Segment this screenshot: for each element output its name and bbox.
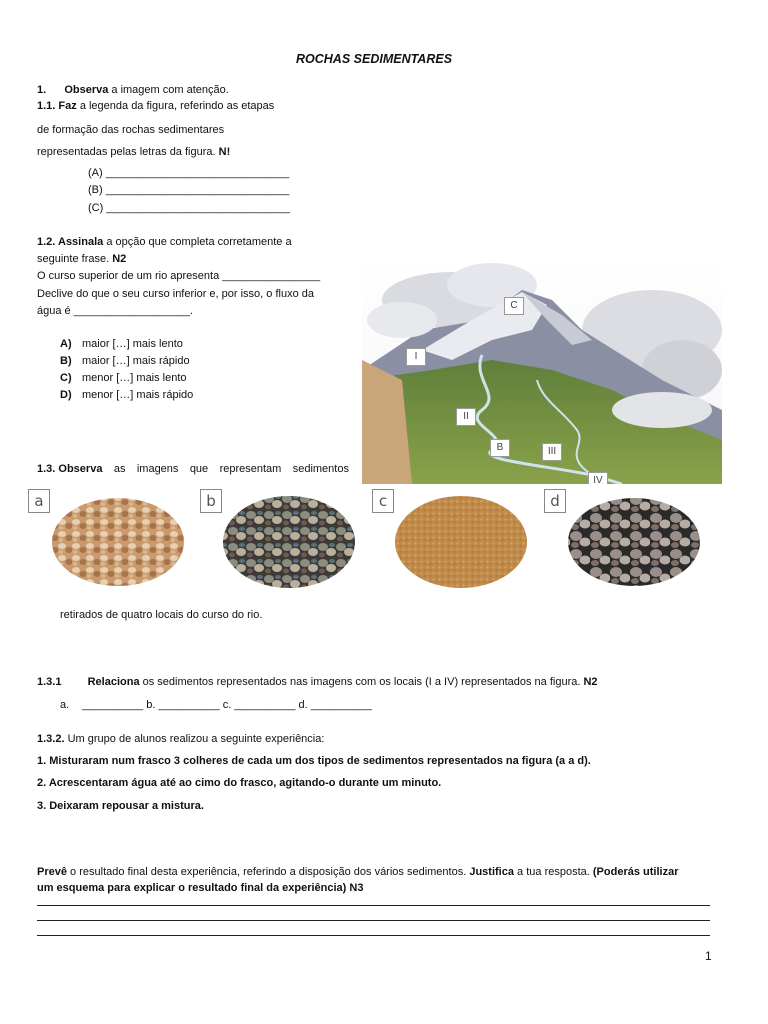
question-1-2-line5: água é ___________________. <box>37 305 193 317</box>
sediment-sample-b <box>223 496 355 588</box>
sediment-sample-a <box>52 498 184 586</box>
answer-relation-blanks[interactable]: __________ b. __________ c. __________ d. __________ <box>82 699 372 711</box>
question-1-1-level: N! <box>218 146 231 158</box>
sediment-label-a: a <box>28 489 50 513</box>
option-b-text: maior […] mais rápido <box>82 355 190 367</box>
figure-label-c: C <box>504 297 524 315</box>
question-1-3-1-verb: Relaciona <box>87 676 140 688</box>
option-d-text: menor […] mais rápido <box>82 389 194 401</box>
question-1-3-word-1: as <box>113 463 126 475</box>
option-b[interactable] <box>60 354 190 368</box>
question-1-number: 1. <box>37 84 47 96</box>
question-1-1-line2: de formação das rochas sedimentares <box>37 124 225 136</box>
question-1-3-2-number: 1.3.2. <box>37 733 65 745</box>
final-question-verb2: Justifica <box>469 866 514 878</box>
answer-blank-b[interactable]: (B) ______________________________ <box>88 184 290 196</box>
answer-line-3[interactable] <box>37 935 710 936</box>
question-1-verb: Observa <box>64 84 109 96</box>
answer-blank-a[interactable]: (A) ______________________________ <box>88 167 290 179</box>
question-1-1-line1: a legenda da figura, referindo as etapas <box>79 100 275 112</box>
sediment-samples <box>30 494 750 594</box>
option-a-text: maior […] mais lento <box>82 338 183 350</box>
final-question-text1: o resultado final desta experiência, referindo a disposição dos vários sedimentos. <box>70 866 467 878</box>
question-1 <box>37 83 229 97</box>
option-c-text: menor […] mais lento <box>82 372 187 384</box>
final-question-line2: um esquema para explicar o resultado final da experiência) N3 <box>37 882 364 894</box>
figure-label-i: I <box>406 348 426 366</box>
question-1-3-continuation: retirados de quatro locais do curso do rio. <box>60 609 263 621</box>
question-1-2-line1: a opção que completa corretamente a <box>106 236 292 248</box>
river-course-figure <box>362 260 722 484</box>
question-1-2 <box>37 235 292 249</box>
question-1-1-line3-wrap <box>37 145 230 159</box>
sediment-label-d: d <box>544 489 566 513</box>
question-1-2-line3: O curso superior de um rio apresenta ________________ <box>37 270 321 282</box>
answer-line-2[interactable] <box>37 920 710 921</box>
question-1-3-word-5: sedimentos <box>292 463 349 475</box>
question-1-3-1-level: N2 <box>583 676 598 688</box>
question-1-3-1-number: 1.3.1 <box>37 676 62 688</box>
figure-label-iii: III <box>542 443 562 461</box>
question-1-3-1-text: os sedimentos representados nas imagens com os locais (I a IV) representados na figura. <box>142 676 581 688</box>
final-question-verb1: Prevê <box>37 866 67 878</box>
question-1-text: a imagem com atenção. <box>111 84 229 96</box>
sediment-label-b: b <box>200 489 222 513</box>
option-b-letter: B) <box>60 355 72 367</box>
question-1-3-word-3: que <box>189 463 209 475</box>
question-1-2-level: N2 <box>112 253 127 265</box>
option-a-letter: A) <box>60 338 72 350</box>
question-1-3-word-4: representam <box>219 463 282 475</box>
final-question-text2: a tua resposta. <box>517 866 590 878</box>
question-1-3-2 <box>37 732 324 746</box>
question-1-1-number: 1.1. Faz <box>37 100 77 112</box>
figure-label-ii: II <box>456 408 476 426</box>
sediment-label-c: c <box>372 489 394 513</box>
sediment-sample-c <box>395 496 527 588</box>
answer-blank-c[interactable]: (C) ______________________________ <box>88 202 290 214</box>
question-1-2-number: 1.2. Assinala <box>37 236 104 248</box>
figure-label-b: B <box>490 439 510 457</box>
final-question-hint: (Poderás utilizar <box>592 866 679 878</box>
question-1-2-line4: Declive do que o seu curso inferior e, por isso, o fluxo da <box>37 288 314 300</box>
sediment-sample-d <box>568 498 700 586</box>
experiment-step-2: 2. Acrescentaram água até ao cimo do frasco, agitando-o durante um minuto. <box>37 777 442 789</box>
option-d-letter: D) <box>60 389 72 401</box>
question-1-2-line2: seguinte frase. <box>37 253 110 265</box>
answer-line-1[interactable] <box>37 905 710 906</box>
option-c[interactable] <box>60 371 187 385</box>
question-1-2-line2-wrap <box>37 252 126 266</box>
page-title: ROCHAS SEDIMENTARES <box>296 52 453 66</box>
question-1-3-1 <box>37 675 598 689</box>
option-a[interactable] <box>60 337 183 351</box>
question-1-1 <box>37 99 274 113</box>
question-1-1-line3: representadas pelas letras da figura. <box>37 146 216 158</box>
answer-relation-a-label: a. <box>60 699 70 711</box>
question-1-3 <box>37 462 349 476</box>
option-c-letter: C) <box>60 372 72 384</box>
final-question-line1 <box>37 865 678 879</box>
experiment-step-1: 1. Misturaram num frasco 3 colheres de cada um dos tipos de sedimentos representados na figura (a a d). <box>37 755 591 767</box>
question-1-3-number: 1.3. Observa <box>37 463 103 475</box>
page-number: 1 <box>705 949 712 963</box>
figure-label-iv: IV <box>588 472 608 484</box>
question-1-3-word-2: imagens <box>136 463 179 475</box>
question-1-3-2-intro: Um grupo de alunos realizou a seguinte experiência: <box>67 733 325 745</box>
option-d[interactable] <box>60 388 193 402</box>
experiment-step-3: 3. Deixaram repousar a mistura. <box>37 800 204 812</box>
